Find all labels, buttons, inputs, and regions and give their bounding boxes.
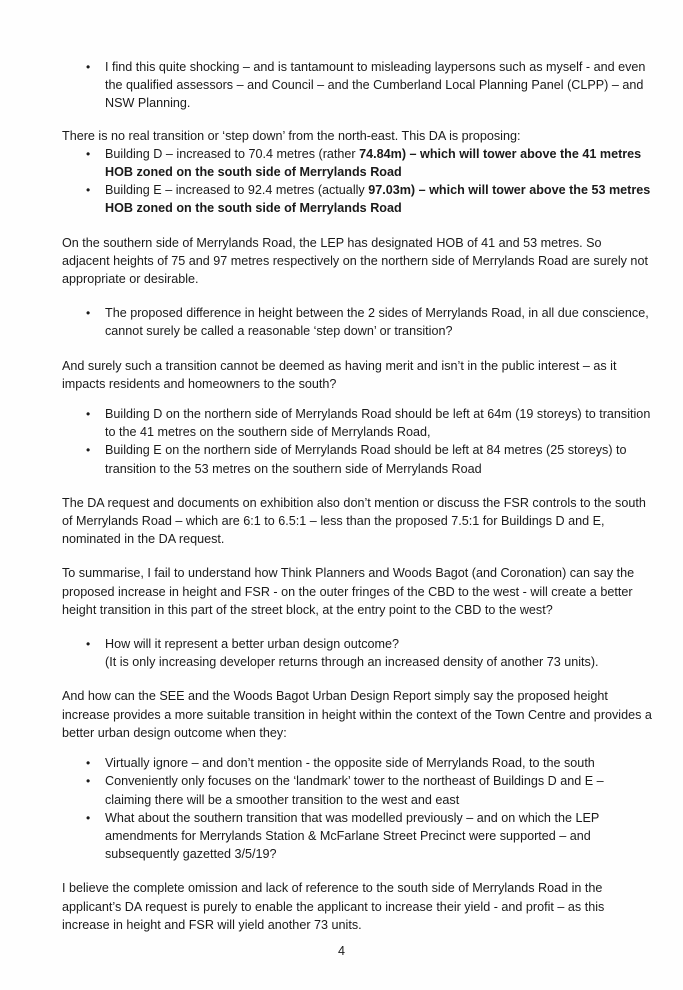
- bullet-icon: •: [86, 60, 91, 74]
- paragraph-see-report: And how can the SEE and the Woods Bagot Urban Design Report simply say the proposed height increase provides a more suitable transition in height within the context of the Town Centre and provides a better urban design outcome when they:: [62, 689, 652, 740]
- bullet-icon: •: [86, 183, 91, 198]
- bullet-text: I find this quite shocking – and is tantamount to misleading laypersons such as myself - and even the qualified assessors – and Council – and the Cumberland Local Planning Panel (CLPP) – and NSW Planning.: [105, 60, 646, 111]
- bullet-list-buildings: [62, 145, 652, 218]
- paragraph-summarise: To summarise, I fail to understand how Think Planners and Woods Bagot (and Coronation) can say the proposed increase in height and FSR - on the outer fringes of the CBD to the west - will create a better height transition in this part of the street block, at the entry point to the CBD to the west?: [62, 566, 635, 617]
- list-item: [62, 635, 652, 671]
- bullet-list-shocking: [62, 58, 652, 113]
- list-item-landmark: [62, 772, 652, 808]
- bullet-list-omissions: [62, 754, 652, 863]
- bullet-icon: •: [86, 146, 91, 161]
- building-e-text: Building E – increased to 92.4 metres (actually: [105, 183, 369, 198]
- bullet-list-outcome: [62, 635, 652, 671]
- paragraph-transition: There is no real transition or ‘step down’ from the north-east. This DA is proposing:: [62, 128, 521, 143]
- list-item-ignore: [62, 754, 652, 772]
- list-item: [62, 304, 652, 340]
- bullet-text-line2: (It is only increasing developer returns through an increased density of another 73 units).: [105, 655, 599, 670]
- bullet-icon: •: [86, 637, 91, 652]
- list-item-building-e: [62, 181, 652, 217]
- bullet-icon: •: [86, 756, 91, 771]
- building-d-text: Building D – increased to 70.4 metres (rather: [105, 146, 360, 161]
- document-body: [62, 58, 652, 934]
- list-item-building-d: [62, 145, 652, 181]
- bullet-icon: •: [86, 306, 91, 321]
- bullet-list-left-heights: [62, 405, 652, 478]
- list-item-building-d-left: [62, 405, 652, 441]
- bullet-text: The proposed difference in height between the 2 sides of Merrylands Road, in all due conscience, cannot surely be called a reasonable ‘step down’ or transition?: [105, 306, 649, 339]
- bullet-icon: •: [86, 407, 91, 422]
- bullet-text: What about the southern transition that was modelled previously – and on which the LEP amendments for Merrylands Station & McFarlane Street Precinct were supported – and subsequently gazetted 3/5/19?: [105, 810, 600, 862]
- bullet-text-line1: How will it represent a better urban design outcome?: [105, 637, 400, 652]
- paragraph-merit: And surely such a transition cannot be deemed as having merit and isn’t in the public interest – as it impacts residents and homeowners to the south?: [62, 358, 617, 391]
- bullet-icon: •: [86, 443, 91, 458]
- bullet-list-difference: [62, 304, 652, 340]
- list-item: [62, 58, 652, 113]
- building-e-bold-text: 97.03m) – which will tower above the 53 metres HOB zoned on the south side of Merrylands Road: [105, 183, 651, 216]
- paragraph-believe: I believe the complete omission and lack of reference to the south side of Merrylands Road in the applicant’s DA request is purely to enable the applicant to increase their yield - and profit – as this increase in height and FSR will yield another 73 units.: [62, 881, 605, 932]
- bullet-icon: •: [86, 774, 91, 789]
- bullet-icon: •: [86, 810, 91, 825]
- list-item-southern-transition: [62, 809, 652, 864]
- bullet-text: Building D on the northern side of Merrylands Road should be left at 64m (19 storeys) to transition to the 41 metres on the southern side of Merrylands Road,: [105, 407, 651, 440]
- page-number: 4: [337, 944, 345, 958]
- building-d-bold-text: 74.84m) – which will tower above the 41 metres HOB zoned on the south side of Merrylands Road: [105, 146, 642, 180]
- bullet-text: Conveniently only focuses on the ‘landmark’ tower to the northeast of Buildings D and E – claiming there will be a smoother transition to the west and east: [105, 774, 604, 807]
- bullet-text: Virtually ignore – and don’t mention - the opposite side of Merrylands Road, to the south: [105, 756, 595, 771]
- paragraph-southern-side: On the southern side of Merrylands Road, the LEP has designated HOB of 41 and 53 metres. So adjacent heights of 75 and 97 metres respectively on the northern side of Merrylands Road are surely not appropriate or desirable.: [62, 235, 648, 287]
- bullet-text: Building E on the northern side of Merrylands Road should be left at 84 metres (25 storeys) to transition to the 53 metres on the southern side of Merrylands Road: [105, 443, 627, 476]
- list-item-building-e-left: [62, 441, 652, 477]
- paragraph-fsr: The DA request and documents on exhibition also don’t mention or discuss the FSR controls to the south of Merrylands Road – which are 6:1 to 6.5:1 – less than the proposed 7.5:1 for Buildings D and E, nominated in the DA request.: [62, 495, 646, 547]
